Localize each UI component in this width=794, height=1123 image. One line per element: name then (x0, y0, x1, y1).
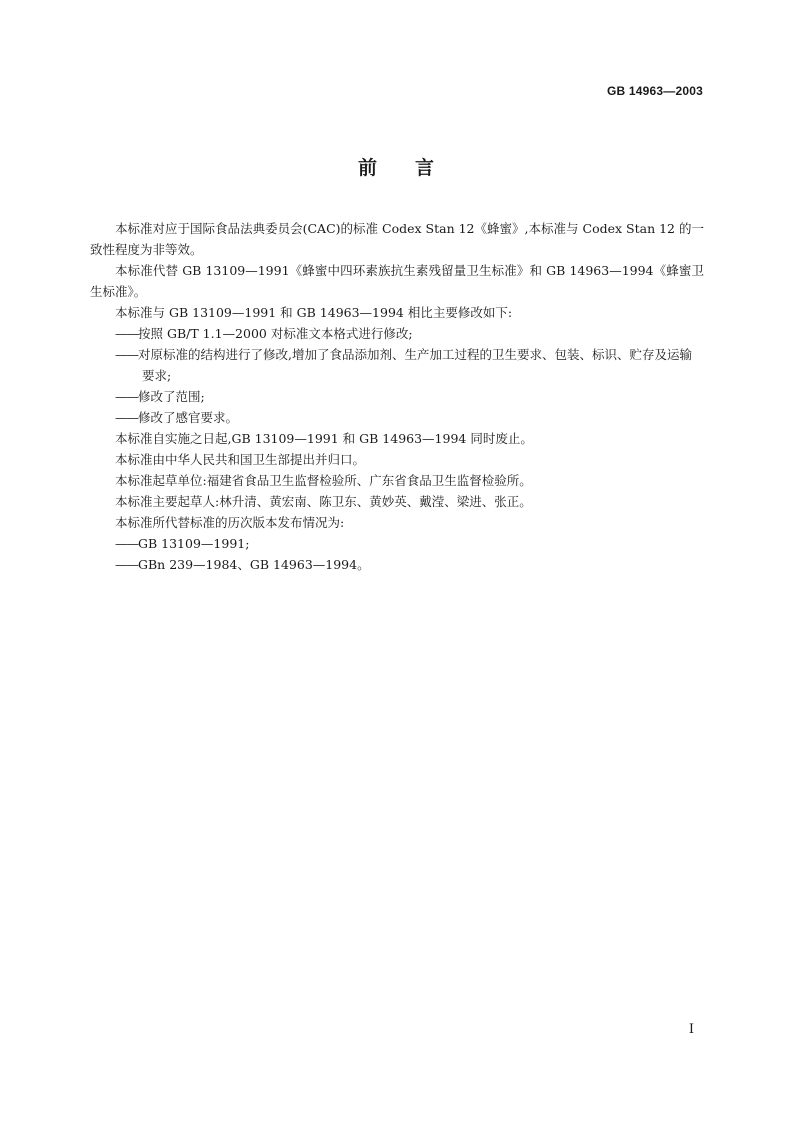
paragraph-correspondence: 本标准对应于国际食品法典委员会(CAC)的标准 Codex Stan 12《蜂蜜》,本标准与 Codex Stan 12 的一致性程度为非等效。 (90, 221, 704, 257)
document-code: GB 14963—2003 (607, 84, 703, 98)
list-item-text: 对原标准的结构进行了修改,增加了食品添加剂、生产加工过程的卫生要求、包装、标识、贮存及运输要求; (138, 347, 692, 383)
paragraph-drafting-units: 本标准起草单位:福建省食品卫生监督检验所、广东省食品卫生监督检验所。 (115, 473, 532, 488)
title-part-2: 言 (415, 157, 437, 179)
list-item-text: 按照 GB/T 1.1—2000 对标准文本格式进行修改; (138, 326, 413, 341)
document-body (90, 218, 704, 575)
list-item-text: GBn 239—1984、GB 14963—1994。 (138, 557, 370, 572)
dash-marker: —— (115, 410, 138, 425)
paragraph-drafters: 本标准主要起草人:林升清、黄宏南、陈卫东、黄妙英、戴滢、梁进、张正。 (115, 494, 532, 509)
list-item-change (90, 323, 704, 344)
page-number: I (688, 1022, 694, 1037)
list-item-history (90, 554, 704, 575)
paragraph-changes-intro: 本标准与 GB 13109—1991 和 GB 14963—1994 相比主要修改如下: (115, 305, 513, 320)
dash-marker: —— (115, 557, 138, 572)
dash-marker: —— (115, 389, 138, 404)
list-item-change (90, 344, 704, 386)
list-item-history (90, 533, 704, 554)
list-item-text: 修改了范围; (138, 389, 205, 404)
title-part-1: 前 (357, 157, 379, 179)
paragraph-history-intro: 本标准所代替标准的历次版本发布情况为: (115, 515, 345, 530)
list-item-text: GB 13109—1991; (138, 536, 250, 551)
dash-marker: —— (115, 347, 138, 362)
list-item-change (90, 386, 704, 407)
list-item-change (90, 407, 704, 428)
paragraph-proposer: 本标准由中华人民共和国卫生部提出并归口。 (115, 452, 366, 467)
list-item-text: 修改了感官要求。 (138, 410, 239, 425)
dash-marker: —— (115, 326, 138, 341)
dash-marker: —— (115, 536, 138, 551)
paragraph-abolish: 本标准自实施之日起,GB 13109—1991 和 GB 14963—1994 同时废止。 (115, 431, 533, 446)
page-title (0, 153, 794, 180)
paragraph-replaces: 本标准代替 GB 13109—1991《蜂蜜中四环素族抗生素残留量卫生标准》和 GB 14963—1994《蜂蜜卫生标准》。 (90, 263, 704, 299)
